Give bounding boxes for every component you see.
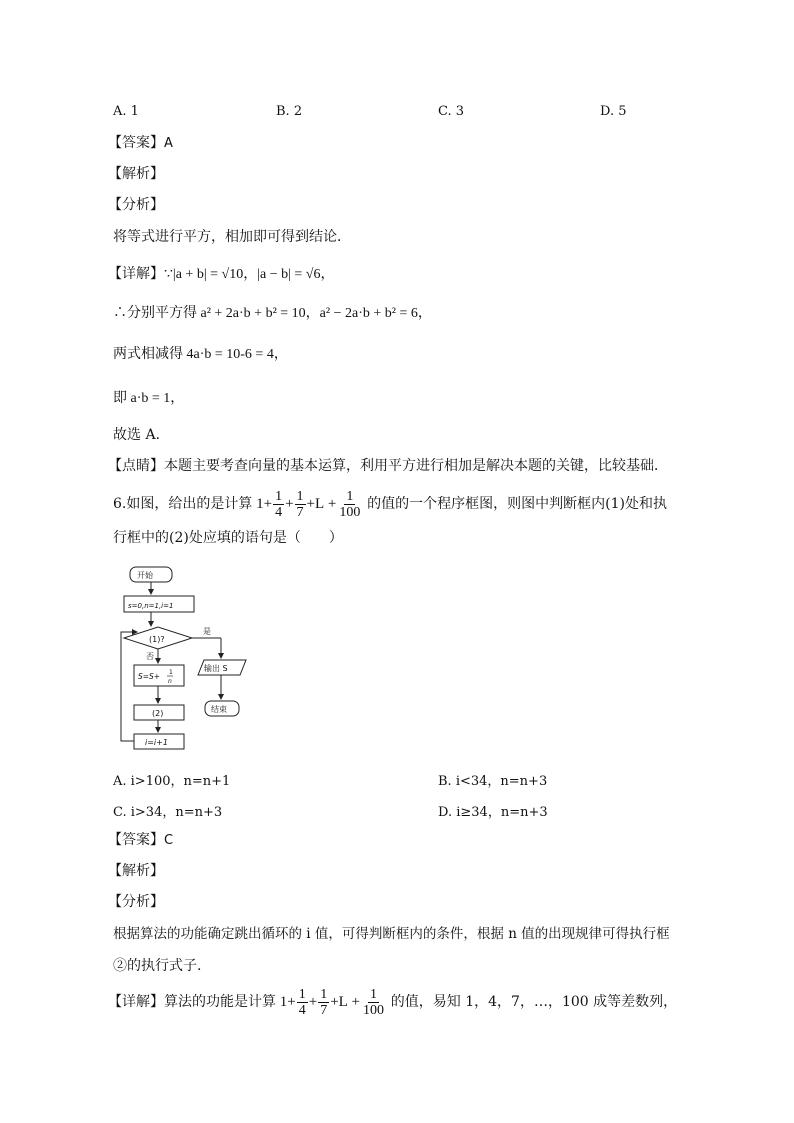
frac-1-7: $\frac{1}{7}$ xyxy=(296,489,304,521)
detail-line-1 xyxy=(108,264,335,285)
q6-detail-b: 的值，易知 1，4，7，…，100 成等差数列， xyxy=(390,994,678,1010)
q6-fenxi-text-1: 根据算法的功能确定跳出循环的 i 值，可得判断框内的条件，根据 n 值的出现规律可得执行框 xyxy=(113,926,670,942)
q6-fenxi-label: 【分析】 xyxy=(108,894,164,910)
detail-line-2: ∴分别平方得 a² + 2a·b + b² = 10，a² − 2a·b + b² = 6， xyxy=(113,306,432,321)
option-a: A. 1 xyxy=(113,104,139,119)
q6-formula: 1+ $\frac{1}{4}$ + $\frac{1}{7}$ +L + $\frac{1}{100}$ xyxy=(252,489,361,521)
detail-line-3: 两式相减得 4a·b = 10-6 = 4， xyxy=(113,347,288,362)
flow-start-label: 开始 xyxy=(137,571,153,580)
detail-line-5: 故选 A. xyxy=(113,427,161,443)
q6-detail-label: 【详解】 xyxy=(108,994,164,1010)
frac-1-7-b: $\frac{1}{7}$ xyxy=(320,987,328,1019)
detail-label: 【详解】 xyxy=(108,266,164,282)
q6-analysis-label: 【解析】 xyxy=(108,863,164,879)
dianjing-text: 本题主要考查向量的基本运算，利用平方进行相加是解决本题的关键，比较基础． xyxy=(164,458,668,474)
flow-box2-label: (2) xyxy=(152,709,164,718)
option-b: B. 2 xyxy=(276,104,303,119)
flow-process-num: 1 xyxy=(169,669,173,676)
q6-detail-line xyxy=(108,984,677,1020)
dianjing-line xyxy=(108,456,668,476)
answer-line xyxy=(108,133,173,154)
q6-fenxi-text-2: ②的执行式子. xyxy=(113,958,202,974)
flow-init-label: s=0,n=1,i=1 xyxy=(128,602,174,610)
q6-option-c: C. i>34，n=n+3 xyxy=(113,805,223,820)
detail-line-4: 即 a·b = 1， xyxy=(113,391,185,406)
frac-1-4-b: $\frac{1}{4}$ xyxy=(298,987,306,1019)
option-d: D. 5 xyxy=(600,104,627,119)
q6-detail-a: 算法的功能是计算 xyxy=(164,994,276,1010)
flow-inc-label: i=i+1 xyxy=(145,738,168,747)
flow-output-label: 输出 S xyxy=(204,664,228,673)
answer-label: 【答案】 xyxy=(108,135,164,151)
analysis-label: 【解析】 xyxy=(108,166,164,182)
q6-detail-formula: 1+ $\frac{1}{4}$ + $\frac{1}{7}$ +L + $\frac{1}{100}$ xyxy=(276,987,385,1019)
flow-process-den: n xyxy=(168,678,172,685)
detail-given: ∵|a + b| = √10，|a − b| = √6， xyxy=(164,267,335,282)
q6-stem-a: 6.如图，给出的是计算 xyxy=(113,496,253,512)
flowchart xyxy=(115,563,255,753)
q6-option-d: D. i≥34，n=n+3 xyxy=(438,805,548,820)
frac-1-100: $\frac{1}{100}$ xyxy=(339,489,361,521)
flow-decision-label: (1)? xyxy=(149,635,165,644)
q6-answer-value: C xyxy=(164,833,174,848)
q6-answer-line xyxy=(108,830,173,851)
q6-stem-c: 行框中的(2)处应填的语句是（ ） xyxy=(113,530,343,546)
answer-value: A xyxy=(164,136,173,151)
frac-1-4: $\frac{1}{4}$ xyxy=(275,489,283,521)
q6-option-b: B. i<34，n=n+3 xyxy=(438,774,548,789)
q6-stem-b: 的值的一个程序框图，则图中判断框内(1)处和执 xyxy=(367,496,667,512)
fenxi-text: 将等式进行平方，相加即可得到结论． xyxy=(113,229,351,245)
flow-process-label: S=S+ xyxy=(138,672,161,681)
q6-option-a: A. i>100，n=n+1 xyxy=(113,774,231,789)
frac-1-100-b: $\frac{1}{100}$ xyxy=(363,987,385,1019)
dianjing-label: 【点睛】 xyxy=(108,458,164,474)
flow-yes-label: 是 xyxy=(203,627,211,636)
fenxi-label: 【分析】 xyxy=(108,197,164,213)
flow-end-label: 结束 xyxy=(211,705,227,714)
q6-answer-label: 【答案】 xyxy=(108,832,164,848)
q6-stem-line-1 xyxy=(113,486,667,522)
flow-no-label: 否 xyxy=(146,652,154,661)
option-c: C. 3 xyxy=(438,104,465,119)
